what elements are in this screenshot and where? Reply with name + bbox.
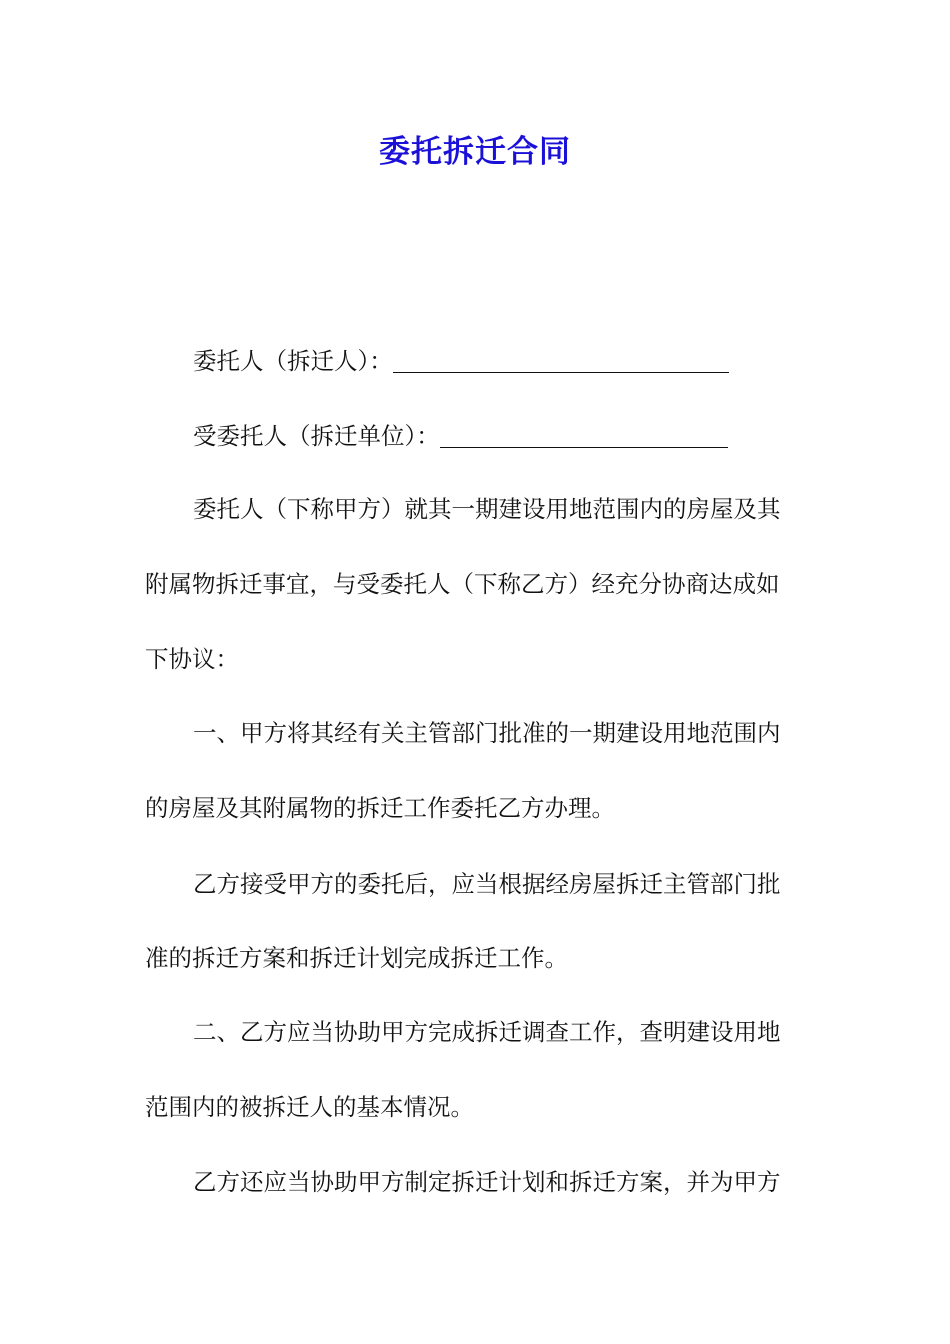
agent-field [193, 418, 858, 454]
principal-blank-line [393, 348, 729, 373]
paragraph-line: 乙方还应当协助甲方制定拆迁计划和拆迁方案，并为甲方 [193, 1168, 781, 1196]
paragraph-line: 乙方接受甲方的委托后，应当根据经房屋拆迁主管部门批 [193, 870, 781, 898]
agent-blank-line [440, 423, 728, 448]
document-title: 委托拆迁合同 [379, 134, 571, 170]
paragraph-line: 下协议： [145, 645, 239, 673]
paragraph-line: 二、乙方应当协助甲方完成拆迁调查工作，查明建设用地 [193, 1018, 781, 1046]
paragraph-line: 准的拆迁方案和拆迁计划完成拆迁工作。 [145, 944, 568, 972]
principal-label: 委托人（拆迁人）： [193, 347, 393, 375]
paragraph-line: 的房屋及其附属物的拆迁工作委托乙方办理。 [145, 794, 615, 822]
principal-field [193, 343, 858, 379]
paragraph-line: 一、甲方将其经有关主管部门批准的一期建设用地范围内 [193, 719, 781, 747]
agent-label: 受委托人（拆迁单位）： [193, 422, 440, 450]
paragraph-line: 委托人（下称甲方）就其一期建设用地范围内的房屋及其 [193, 495, 781, 523]
paragraph-line: 范围内的被拆迁人的基本情况。 [145, 1093, 474, 1121]
paragraph-line: 附属物拆迁事宜，与受委托人（下称乙方）经充分协商达成如 [145, 570, 780, 598]
